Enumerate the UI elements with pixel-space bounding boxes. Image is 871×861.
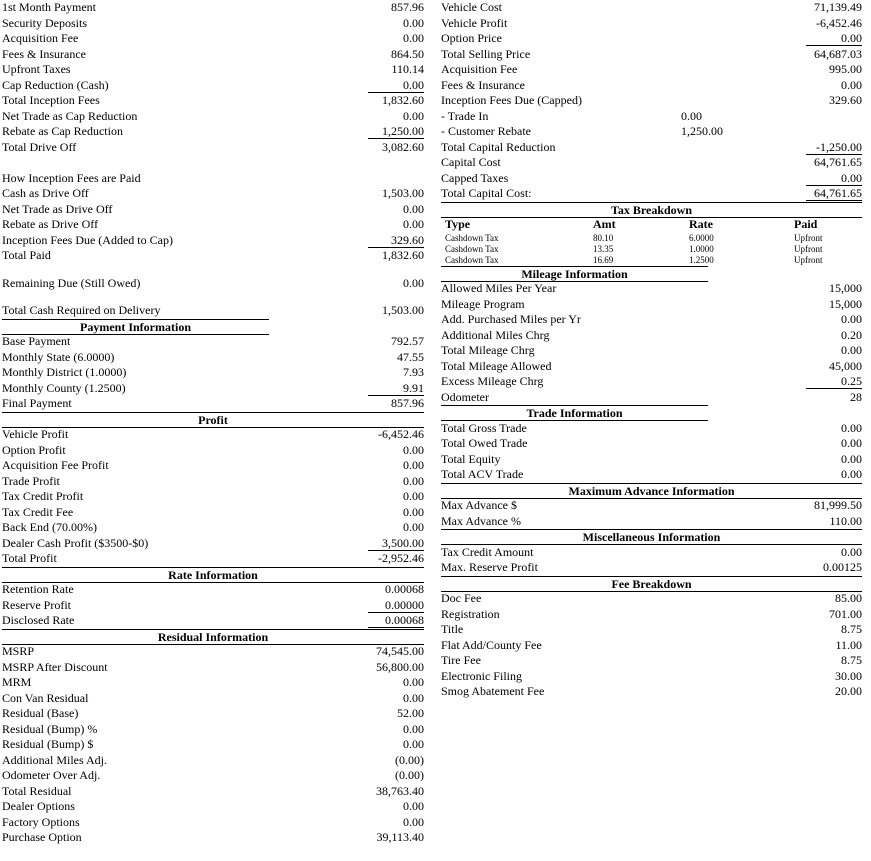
tax-type-cell: Cashdown Tax	[445, 243, 499, 254]
doc-fee-row	[441, 591, 862, 607]
total-capital-cost-value: 64,761.65	[806, 186, 862, 201]
registration-label: Registration	[441, 606, 500, 621]
dealer-options-value: 0.00	[403, 799, 424, 813]
total-paid-row	[2, 248, 424, 264]
back-end-70-00-value: 0.00	[403, 520, 424, 534]
cash-required-label: Total Cash Required on Delivery	[2, 303, 161, 317]
retention-rate-label: Retention Rate	[2, 582, 74, 596]
rebate-as-drive-off-label: Rebate as Drive Off	[2, 217, 99, 231]
max-advance-label: Max Advance %	[441, 513, 521, 528]
customer-rebate-label: - Customer Rebate	[441, 124, 531, 138]
title-value: 8.75	[841, 622, 862, 636]
total-profit-row	[2, 551, 424, 567]
net-trade-as-cap-reduction-row	[2, 109, 424, 125]
security-deposits-row	[2, 16, 424, 32]
tax-amt-cell: 80.10	[593, 232, 614, 243]
add-purchased-miles-per-yr-value: 0.00	[841, 312, 862, 326]
mileage-program-label: Mileage Program	[441, 296, 525, 311]
customer-rebate-row	[441, 124, 862, 140]
monthly-district-1-0000-value: 7.93	[403, 365, 424, 379]
profit-heading: Profit	[2, 412, 424, 428]
trade-profit-value: 0.00	[403, 473, 424, 488]
residual-bump-label: Residual (Bump) $	[2, 737, 94, 751]
total-gross-trade-label: Total Gross Trade	[441, 420, 527, 435]
vehicle-cost-value: 71,139.49	[814, 0, 862, 14]
remaining-due-label: Remaining Due (Still Owed)	[2, 275, 141, 290]
factory-options-label: Factory Options	[2, 814, 80, 829]
mrm-value: 0.00	[403, 675, 424, 689]
total-owed-trade-row	[441, 436, 862, 452]
acquisition-fee-row	[2, 31, 424, 47]
total-inception-fees-row	[2, 93, 424, 109]
residual-section	[2, 629, 424, 846]
total-inception-fees-label: Total Inception Fees	[2, 93, 100, 107]
total-acv-trade-value: 0.00	[841, 467, 862, 481]
residual-information-heading: Residual Information	[2, 629, 424, 645]
electronic-filing-row	[441, 669, 862, 685]
total-acv-trade-row	[441, 467, 862, 483]
inception-fees-due-added-to-cap-row	[2, 233, 424, 249]
tax-type-cell: Cashdown Tax	[445, 232, 499, 243]
1st-month-payment-label: 1st Month Payment	[2, 0, 97, 14]
tax-paid-cell: Upfront	[794, 232, 823, 243]
net-trade-as-drive-off-row	[2, 202, 424, 218]
max-advance-row	[441, 514, 862, 530]
rebate-as-cap-reduction-value: 1,250.00	[368, 124, 424, 139]
tax-rate-header: Rate	[689, 217, 713, 231]
odometer-over-adj-label: Odometer Over Adj.	[2, 768, 101, 782]
max-reserve-profit-label: Max. Reserve Profit	[441, 560, 538, 574]
total-capital-reduction-row	[441, 140, 862, 156]
registration-value: 701.00	[829, 606, 862, 621]
total-inception-fees-value: 1,832.60	[382, 93, 424, 107]
add-purchased-miles-per-yr-row	[441, 312, 862, 328]
inception-fees-due-added-to-cap-label: Inception Fees Due (Added to Cap)	[2, 232, 173, 247]
residual-bump-row	[2, 722, 424, 738]
max-reserve-profit-row	[441, 560, 862, 576]
tax-paid-cell: Upfront	[794, 254, 823, 265]
maximum-advance-information-heading: Maximum Advance Information	[441, 483, 862, 499]
fees-insurance-row	[2, 47, 424, 63]
total-mileage-allowed-row	[441, 359, 862, 375]
monthly-district-1-0000-label: Monthly District (1.0000)	[2, 365, 127, 379]
trade-profit-row	[2, 474, 424, 490]
remaining-due-value: 0.00	[403, 275, 424, 290]
dealer-options-label: Dealer Options	[2, 799, 75, 813]
odometer-over-adj-value: (0.00)	[395, 768, 424, 782]
dealer-cash-profit-3500-0-row	[2, 536, 424, 552]
inception-fees-due-added-to-cap-value: 329.60	[368, 233, 424, 248]
vehicle-cost-label: Vehicle Cost	[441, 0, 502, 14]
factory-options-value: 0.00	[403, 814, 424, 829]
miscellaneous-information-heading: Miscellaneous Information	[441, 529, 862, 545]
tire-fee-label: Tire Fee	[441, 653, 481, 667]
fees-insurance-label: Fees & Insurance	[441, 77, 525, 92]
max-reserve-profit-value: 0.00125	[823, 560, 862, 574]
total-equity-value: 0.00	[841, 451, 862, 466]
msrp-value: 74,545.00	[376, 644, 424, 658]
total-equity-row	[441, 452, 862, 468]
mileage-program-value: 15,000	[829, 296, 862, 311]
option-price-value: 0.00	[806, 31, 862, 46]
total-owed-trade-label: Total Owed Trade	[441, 436, 528, 450]
allowed-miles-per-year-value: 15,000	[829, 281, 862, 295]
excess-mileage-chrg-label: Excess Mileage Chrg	[441, 374, 544, 388]
msrp-after-discount-row	[2, 660, 424, 676]
msrp-after-discount-label: MSRP After Discount	[2, 659, 108, 674]
acquisition-fee-value: 0.00	[403, 31, 424, 45]
security-deposits-label: Security Deposits	[2, 15, 87, 30]
tax-amt-header: Amt	[593, 217, 616, 231]
total-residual-value: 38,763.40	[376, 783, 424, 798]
title-label: Title	[441, 622, 464, 636]
msrp-label: MSRP	[2, 644, 35, 658]
total-profit-value: -2,952.46	[378, 551, 424, 565]
vehicle-profit-row	[441, 16, 862, 32]
capital-cost-value: 64,761.65	[814, 155, 862, 169]
additional-miles-chrg-value: 0.20	[841, 327, 862, 342]
inception-fees-due-capped-value: 329.60	[829, 93, 862, 107]
fee-breakdown-heading: Fee Breakdown	[441, 576, 862, 592]
excess-mileage-chrg-row	[441, 374, 862, 390]
fees-insurance-value: 864.50	[391, 46, 424, 61]
excess-mileage-chrg-value: 0.25	[806, 374, 862, 389]
purchase-option-label: Purchase Option	[2, 830, 82, 844]
rebate-as-drive-off-value: 0.00	[403, 217, 424, 231]
vehicle-profit-label: Vehicle Profit	[2, 427, 69, 441]
con-van-residual-value: 0.00	[403, 690, 424, 705]
doc-fee-value: 85.00	[835, 591, 862, 605]
trade-in-row	[441, 109, 862, 125]
total-capital-reduction-value: -1,250.00	[806, 140, 862, 155]
smog-abatement-fee-label: Smog Abatement Fee	[441, 684, 545, 698]
base-payment-value: 792.57	[391, 334, 424, 348]
upfront-taxes-label: Upfront Taxes	[2, 62, 71, 76]
dealer-cash-profit-3500-0-label: Dealer Cash Profit ($3500-$0)	[2, 535, 149, 550]
option-profit-value: 0.00	[403, 442, 424, 457]
total-capital-cost-row	[441, 186, 862, 202]
factory-options-row	[2, 815, 424, 831]
back-end-70-00-row	[2, 520, 424, 536]
residual-base-label: Residual (Base)	[2, 706, 79, 720]
tax-table-row	[441, 233, 862, 244]
acquisition-fee-profit-label: Acquisition Fee Profit	[2, 458, 109, 472]
max-advance-value: 110.00	[829, 513, 862, 528]
fee-breakdown-section	[441, 576, 862, 700]
cash-as-drive-off-row	[2, 186, 424, 202]
cash-required-value: 1,503.00	[382, 303, 424, 317]
tax-paid-cell: Upfront	[794, 243, 823, 254]
rebate-as-drive-off-row	[2, 217, 424, 233]
dealer-options-row	[2, 799, 424, 815]
final-payment-value: 857.96	[391, 396, 424, 410]
add-purchased-miles-per-yr-label: Add. Purchased Miles per Yr	[441, 312, 581, 326]
net-trade-as-cap-reduction-value: 0.00	[403, 108, 424, 123]
tax-credit-profit-value: 0.00	[403, 489, 424, 503]
total-residual-label: Total Residual	[2, 783, 72, 798]
vehicle-profit-value: -6,452.46	[378, 427, 424, 441]
tax-rate-cell: 1.0000	[689, 243, 714, 254]
total-capital-cost-label: Total Capital Cost:	[441, 186, 532, 200]
total-mileage-chrg-value: 0.00	[841, 343, 862, 357]
trade-profit-label: Trade Profit	[2, 473, 60, 488]
additional-miles-adj-label: Additional Miles Adj.	[2, 752, 107, 767]
odometer-row	[441, 390, 862, 406]
total-residual-row	[2, 784, 424, 800]
total-acv-trade-label: Total ACV Trade	[441, 467, 524, 481]
mileage-section	[441, 266, 862, 406]
max-advance-label: Max Advance $	[441, 498, 517, 512]
title-row	[441, 622, 862, 638]
trade-in-label: - Trade In	[441, 108, 489, 123]
trade-in-subvalue: 0.00	[681, 108, 702, 123]
flat-add-county-fee-row	[441, 638, 862, 654]
tax-table-row	[441, 255, 862, 266]
1st-month-payment-row	[2, 0, 424, 16]
capital-cost-label: Capital Cost	[441, 155, 501, 169]
cap-reduction-cash-row	[2, 78, 424, 94]
mrm-label: MRM	[2, 675, 32, 689]
dealer-cash-profit-3500-0-value: 3,500.00	[368, 536, 424, 551]
back-end-70-00-label: Back End (70.00%)	[2, 520, 97, 534]
vehicle-profit-value: -6,452.46	[816, 15, 862, 30]
right-column	[441, 0, 862, 700]
retention-rate-value: 0.00068	[385, 582, 424, 596]
additional-miles-adj-row	[2, 753, 424, 769]
tax-credit-fee-value: 0.00	[403, 504, 424, 519]
tax-table-header	[441, 217, 862, 233]
reserve-profit-value: 0.00000	[368, 598, 424, 613]
total-drive-off-label: Total Drive Off	[2, 139, 77, 154]
acquisition-fee-row	[441, 62, 862, 78]
monthly-state-6-0000-label: Monthly State (6.0000)	[2, 349, 115, 364]
total-drive-off-row	[2, 140, 424, 156]
fees-insurance-row	[441, 78, 862, 94]
tax-credit-amount-value: 0.00	[841, 544, 862, 559]
total-gross-trade-value: 0.00	[841, 420, 862, 435]
tire-fee-value: 8.75	[841, 653, 862, 667]
monthly-county-1-2500-row	[2, 381, 424, 397]
disclosed-rate-row	[2, 613, 424, 629]
max-advance-section	[441, 483, 862, 530]
inception-paid-section	[2, 171, 424, 264]
capped-taxes-value: 0.00	[806, 171, 862, 186]
tax-amt-cell: 16.69	[593, 254, 614, 265]
cash-required-row	[2, 303, 424, 319]
tax-rate-cell: 6.0000	[689, 232, 714, 243]
tax-credit-amount-label: Tax Credit Amount	[441, 544, 534, 559]
net-trade-as-drive-off-label: Net Trade as Drive Off	[2, 201, 113, 216]
rate-section	[2, 567, 424, 629]
total-paid-value: 1,832.60	[382, 248, 424, 262]
1st-month-payment-value: 857.96	[391, 0, 424, 14]
tax-credit-fee-label: Tax Credit Fee	[2, 504, 74, 519]
tax-paid-header: Paid	[794, 217, 818, 231]
tax-credit-fee-row	[2, 505, 424, 521]
odometer-value: 28	[850, 389, 862, 404]
tax-table-row	[441, 244, 862, 255]
total-gross-trade-row	[441, 421, 862, 437]
capital-cost-row	[441, 155, 862, 171]
capped-taxes-label: Capped Taxes	[441, 170, 509, 185]
msrp-row	[2, 644, 424, 660]
retention-rate-row	[2, 582, 424, 598]
how-inception-fees-are-paid-row	[2, 171, 424, 187]
vehicle-profit-row	[2, 427, 424, 443]
option-profit-row	[2, 443, 424, 459]
option-price-row	[441, 31, 862, 47]
electronic-filing-value: 30.00	[835, 668, 862, 683]
customer-rebate-subvalue: 1,250.00	[681, 124, 723, 138]
capital-cost-section	[441, 0, 862, 202]
total-mileage-allowed-label: Total Mileage Allowed	[441, 358, 552, 373]
acquisition-fee-profit-row	[2, 458, 424, 474]
upfront-taxes-row	[2, 62, 424, 78]
base-payment-label: Base Payment	[2, 334, 71, 348]
monthly-state-6-0000-value: 47.55	[397, 349, 424, 364]
total-selling-price-value: 64,687.03	[814, 46, 862, 61]
payment-information-heading: Payment Information	[2, 319, 269, 335]
residual-bump-row	[2, 737, 424, 753]
additional-miles-adj-value: (0.00)	[395, 752, 424, 767]
profit-section	[2, 412, 424, 567]
fees-insurance-label: Fees & Insurance	[2, 46, 86, 61]
total-owed-trade-value: 0.00	[841, 436, 862, 450]
tax-breakdown-section	[441, 202, 862, 266]
acquisition-fee-label: Acquisition Fee	[441, 62, 518, 76]
doc-fee-label: Doc Fee	[441, 591, 482, 605]
how-inception-fees-are-paid-label: How Inception Fees are Paid	[2, 170, 141, 185]
remaining-due-row	[2, 276, 424, 292]
security-deposits-value: 0.00	[403, 15, 424, 30]
residual-bump-label: Residual (Bump) %	[2, 721, 98, 736]
mileage-information-heading: Mileage Information	[441, 266, 708, 282]
disclosed-rate-label: Disclosed Rate	[2, 613, 75, 627]
total-paid-label: Total Paid	[2, 248, 51, 262]
total-mileage-allowed-value: 45,000	[829, 358, 862, 373]
flat-add-county-fee-label: Flat Add/County Fee	[441, 637, 542, 652]
total-profit-label: Total Profit	[2, 551, 57, 565]
total-selling-price-label: Total Selling Price	[441, 46, 531, 61]
purchase-option-value: 39,113.40	[376, 830, 424, 844]
reserve-profit-row	[2, 598, 424, 614]
inception-fees-due-capped-row	[441, 93, 862, 109]
cap-reduction-cash-value: 0.00	[368, 78, 424, 93]
residual-base-row	[2, 706, 424, 722]
residual-base-value: 52.00	[397, 706, 424, 720]
monthly-district-1-0000-row	[2, 365, 424, 381]
disclosed-rate-value: 0.00068	[368, 613, 424, 628]
max-advance-value: 81,999.50	[814, 498, 862, 512]
tire-fee-row	[441, 653, 862, 669]
net-trade-as-cap-reduction-label: Net Trade as Cap Reduction	[2, 108, 138, 123]
allowed-miles-per-year-row	[441, 281, 862, 297]
tax-credit-profit-row	[2, 489, 424, 505]
cash-as-drive-off-value: 1,503.00	[382, 186, 424, 200]
final-payment-label: Final Payment	[2, 396, 72, 410]
total-mileage-chrg-label: Total Mileage Chrg	[441, 343, 535, 357]
registration-row	[441, 607, 862, 623]
monthly-state-6-0000-row	[2, 350, 424, 366]
tax-breakdown-heading: Tax Breakdown	[441, 202, 862, 218]
final-payment-row	[2, 396, 424, 412]
odometer-over-adj-row	[2, 768, 424, 784]
inception-fees-due-capped-label: Inception Fees Due (Capped)	[441, 93, 582, 107]
vehicle-cost-row	[441, 0, 862, 16]
tax-rate-cell: 1.2500	[689, 254, 714, 265]
flat-add-county-fee-value: 11.00	[835, 637, 862, 652]
smog-abatement-fee-value: 20.00	[835, 684, 862, 698]
acquisition-fee-value: 995.00	[829, 62, 862, 76]
option-profit-label: Option Profit	[2, 442, 66, 457]
cap-reduction-cash-label: Cap Reduction (Cash)	[2, 77, 109, 92]
tax-amt-cell: 13.35	[593, 243, 614, 254]
base-payment-row	[2, 334, 424, 350]
smog-abatement-fee-row	[441, 684, 862, 700]
rate-information-heading: Rate Information	[2, 567, 424, 583]
net-trade-as-drive-off-value: 0.00	[403, 201, 424, 216]
left-column	[2, 0, 424, 846]
reserve-profit-label: Reserve Profit	[2, 597, 71, 612]
rebate-as-cap-reduction-label: Rebate as Cap Reduction	[2, 124, 123, 138]
msrp-after-discount-value: 56,800.00	[376, 659, 424, 674]
total-selling-price-row	[441, 47, 862, 63]
misc-section	[441, 529, 862, 576]
max-advance-row	[441, 498, 862, 514]
monthly-county-1-2500-label: Monthly County (1.2500)	[2, 380, 126, 395]
capped-taxes-row	[441, 171, 862, 187]
total-capital-reduction-label: Total Capital Reduction	[441, 139, 556, 154]
additional-miles-chrg-label: Additional Miles Chrg	[441, 327, 550, 342]
residual-bump-value: 0.00	[403, 721, 424, 736]
tax-type-cell: Cashdown Tax	[445, 254, 499, 265]
electronic-filing-label: Electronic Filing	[441, 668, 522, 683]
tax-credit-amount-row	[441, 545, 862, 561]
allowed-miles-per-year-label: Allowed Miles Per Year	[441, 281, 557, 295]
acquisition-fee-profit-value: 0.00	[403, 458, 424, 472]
con-van-residual-label: Con Van Residual	[2, 690, 89, 705]
total-drive-off-value: 3,082.60	[382, 139, 424, 154]
upfront-taxes-value: 110.14	[391, 62, 424, 76]
acquisition-fee-label: Acquisition Fee	[2, 31, 79, 45]
mrm-row	[2, 675, 424, 691]
tax-credit-profit-label: Tax Credit Profit	[2, 489, 84, 503]
trade-section	[441, 405, 862, 483]
rebate-as-cap-reduction-row	[2, 124, 424, 140]
cash-as-drive-off-label: Cash as Drive Off	[2, 186, 89, 200]
fees-insurance-value: 0.00	[841, 77, 862, 92]
monthly-county-1-2500-value: 9.91	[368, 381, 424, 396]
mileage-program-row	[441, 297, 862, 313]
total-equity-label: Total Equity	[441, 451, 501, 466]
vehicle-profit-label: Vehicle Profit	[441, 15, 508, 30]
purchase-option-row	[2, 830, 424, 846]
payment-section	[2, 319, 424, 412]
total-mileage-chrg-row	[441, 343, 862, 359]
additional-miles-chrg-row	[441, 328, 862, 344]
trade-information-heading: Trade Information	[441, 405, 708, 421]
residual-bump-value: 0.00	[403, 737, 424, 751]
con-van-residual-row	[2, 691, 424, 707]
drive-off-summary	[2, 0, 424, 155]
tax-type-header: Type	[445, 217, 471, 231]
option-price-label: Option Price	[441, 31, 502, 45]
odometer-label: Odometer	[441, 389, 489, 404]
